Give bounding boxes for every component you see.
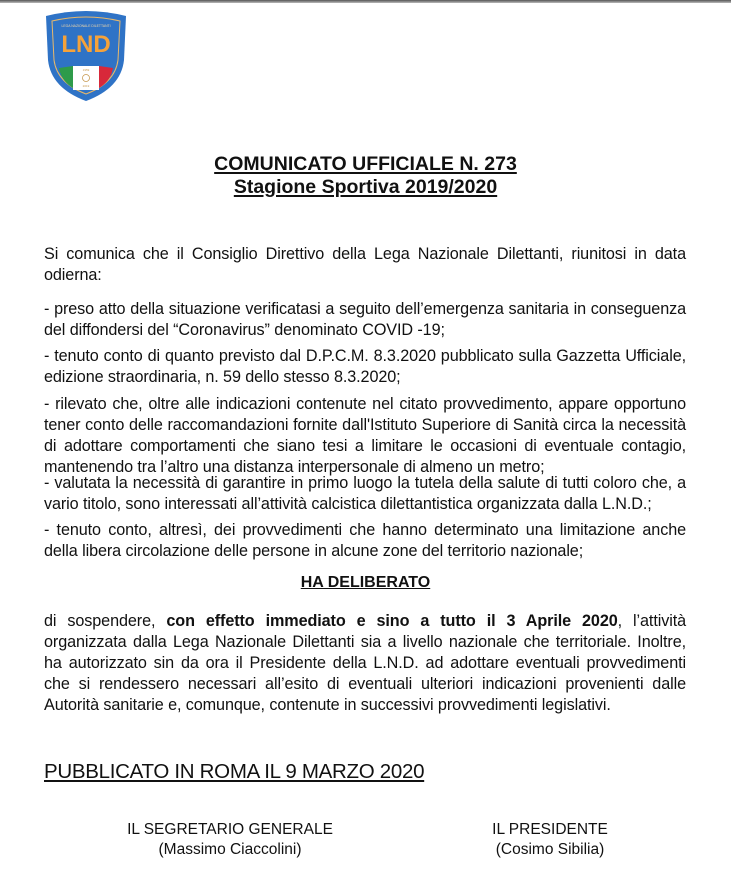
- consideration-text: - tenuto conto, altresì, dei provvedimenti che hanno determinato una limitazione anche della libera circolazione delle persone in alcune zone del territorio nazionale;: [44, 521, 686, 560]
- consideration-5: [44, 520, 686, 562]
- logo-letters: LND: [61, 31, 111, 58]
- intro-text: Si comunica che il Consiglio Direttivo della Lega Nazionale Dilettanti, riunitosi in data odierna:: [44, 245, 686, 284]
- consideration-3: [44, 394, 686, 478]
- signature-president: [460, 820, 640, 860]
- lnd-logo: [43, 8, 129, 103]
- title-line-1: COMUNICATO UFFICIALE N. 273: [214, 153, 517, 175]
- consideration-text: - tenuto conto di quanto previsto dal D.P.C.M. 8.3.2020 pubblicato sulla Gazzetta Ufficiale, edizione straordinaria, n. 59 dello stesso 8.3.2020;: [44, 347, 686, 386]
- signature-role: IL SEGRETARIO GENERALE: [127, 821, 333, 838]
- consideration-2: [44, 346, 686, 388]
- title-line-2: Stagione Sportiva 2019/2020: [233, 176, 498, 198]
- consideration-text: - valutata la necessità di garantire in primo luogo la tutela della salute di tutti coloro che, a vario titolo, sono interessati all’attività calcistica dilettantistica organizzata dalla L.N.D.;: [44, 474, 686, 513]
- signature-role: IL PRESIDENTE: [492, 821, 608, 838]
- signature-name: (Cosimo Sibilia): [495, 841, 605, 858]
- deliberation-paragraph: [44, 611, 686, 716]
- deliberation-bold: con effetto immediato e sino a tutto il 3 Aprile 2020: [166, 612, 618, 630]
- consideration-1: [44, 299, 686, 341]
- top-border: [0, 0, 731, 3]
- consideration-4: [44, 473, 686, 515]
- logo-subtitle: LEGA NAZIONALE DILETTANTI: [61, 24, 111, 28]
- consideration-text: - rilevato che, oltre alle indicazioni contenute nel citato provvedimento, appare opportuno tener conto delle raccomandazioni fornite dall'Istituto Superiore di Sanità circa la necessità di adottare comportamenti che siano tesi a limitare le occasioni di eventuale contagio, mantenendo tra l’altro una distanza interpersonale di almeno un metro;: [44, 395, 686, 476]
- signature-name: (Massimo Ciaccolini): [158, 841, 302, 858]
- logo-year-end: 2019: [82, 84, 90, 88]
- deliberation-prefix: di sospendere,: [44, 612, 167, 630]
- consideration-text: - preso atto della situazione verificatasi a seguito dell’emergenza sanitaria in conseguenza del diffondersi del “Coronavirus” denominato COVID -19;: [44, 300, 686, 339]
- signature-secretary: [110, 820, 350, 860]
- deliberation-heading: HA DELIBERATO: [300, 574, 431, 591]
- intro-paragraph: [44, 244, 686, 286]
- document-title: [0, 153, 731, 199]
- deliberation-rest: , l’attività organizzata dalla Lega Nazionale Dilettanti sia a livello nazionale che territoriale. Inoltre, ha autorizzato sin da ora il Presidente della L.N.D. ad adottare eventuali provvedimenti che si rendessero necessari all’esito di eventuali ulteriori indicazioni provenienti dalle Autorità sanitarie e, comunque, contenute in successivi provvedimenti legislativi.: [44, 612, 687, 714]
- published-line: PUBBLICATO IN ROMA IL 9 MARZO 2020: [44, 760, 425, 783]
- logo-year-start: 1959: [82, 68, 90, 72]
